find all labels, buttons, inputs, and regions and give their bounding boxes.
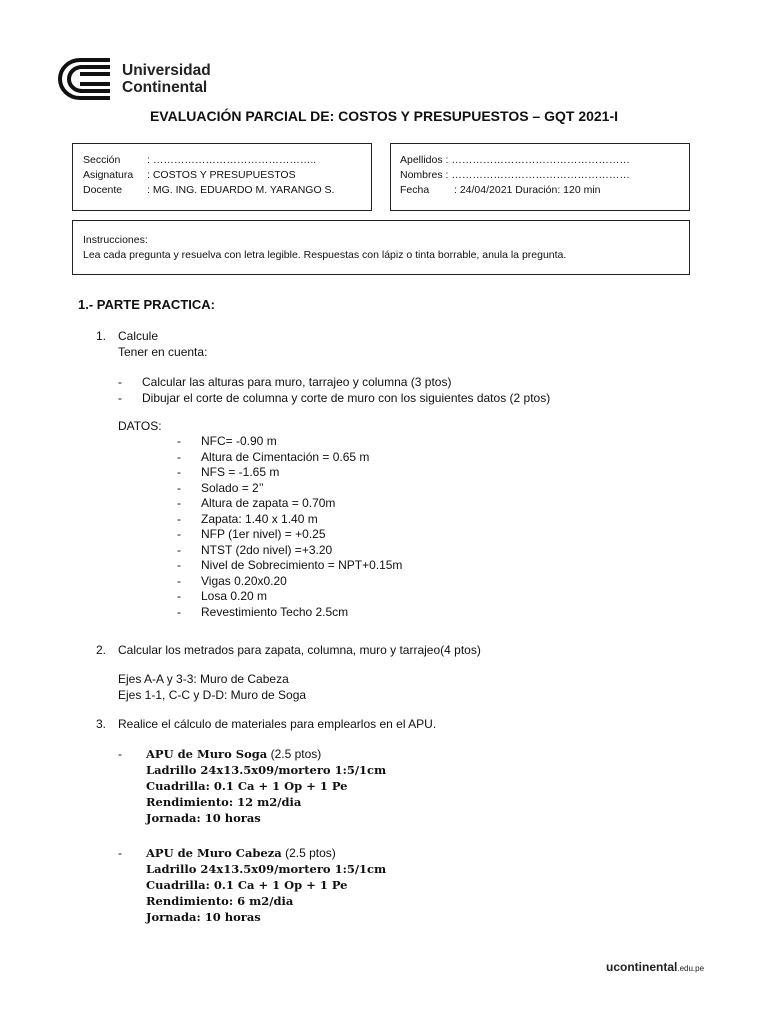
list-item: - Vigas 0.20x0.20 [177, 573, 287, 588]
footer-brand: ucontinental.edu.pe [606, 960, 705, 974]
university-name [122, 62, 211, 96]
university-line-1: Universidad [122, 62, 211, 79]
apu-soga-title: APU de Muro Soga [146, 747, 268, 761]
list-item: - Solado = 2’’ [177, 480, 264, 495]
list-item: - Altura de zapata = 0.70m [177, 496, 336, 510]
datos-list [177, 434, 402, 620]
question-1: 1. Calcule Tener en cuenta: [96, 329, 208, 359]
info-row-apellidos: Apellidos : …………………………………………… [400, 154, 630, 166]
list-item: - Calcular las alturas para muro, tarrajeo y columna (3 ptos) [118, 375, 452, 389]
list-item: - NFC= -0.90 m [177, 434, 277, 448]
info-row-fecha: Fecha : 24/04/2021 Duración: 120 min [400, 184, 601, 196]
instructions-text: Lea cada pregunta y resuelva con letra legible. Respuestas con lápiz o tinta borrable, anula la pregunta. [83, 249, 567, 261]
apellidos-field: …………………………………………… [451, 154, 630, 166]
q2-ejes-soga: Ejes 1-1, C-C y D-D: Muro de Soga [118, 687, 307, 702]
list-item: - Losa 0.20 m [177, 589, 268, 603]
section-title: 1.- PARTE PRACTICA: [78, 297, 215, 312]
q1-bullets [118, 375, 550, 406]
university-line-2: Continental [122, 79, 208, 96]
list-item: - Zapata: 1.40 x 1.40 m [177, 511, 318, 526]
list-item: - Revestimiento Techo 2.5cm [177, 604, 349, 619]
q2-ejes [118, 672, 306, 703]
student-info-left-box [72, 143, 372, 211]
list-item: - NFP (1er nivel) = +0.25 [177, 527, 326, 541]
datos-label: DATOS: [118, 419, 162, 433]
q1-subtitle: Tener en cuenta: [118, 344, 208, 359]
q2-ejes-cabeza: Ejes A-A y 3-3: Muro de Cabeza [118, 672, 289, 686]
student-info-right-box [390, 143, 690, 211]
university-logo [50, 58, 110, 100]
info-row-seccion: Sección : ……………………………………….. [83, 154, 317, 166]
instructions-box [72, 220, 690, 275]
info-row-asignatura: Asignatura : COSTOS Y PRESUPUESTOS [83, 169, 296, 181]
list-item: - Dibujar el corte de columna y corte de muro con los siguientes datos (2 ptos) [118, 390, 551, 405]
list-item: - Altura de Cimentación = 0.65 m [177, 449, 370, 464]
question-3: 3. Realice el cálculo de materiales para emplearlos en el APU. [96, 717, 437, 731]
nombres-field: …………………………………………… [451, 169, 630, 181]
question-2: 2. Calcular los metrados para zapata, columna, muro y tarrajeo(4 ptos) [96, 643, 481, 657]
info-row-docente: Docente : MG. ING. EDUARDO M. YARANGO S. [83, 184, 335, 196]
exam-title: EVALUACIÓN PARCIAL DE: COSTOS Y PRESUPUESTOS – GQT 2021-I [149, 108, 619, 124]
info-row-nombres: Nombres : …………………………………………… [400, 169, 630, 181]
apu-cabeza-title: APU de Muro Cabeza [146, 846, 282, 860]
seccion-field: : ……………………………………….. [147, 154, 317, 166]
apu-muro-soga: - APU de Muro Soga (2.5 ptos) Ladrillo 24x13.5x09/mortero 1:5/1cm Cuadrilla: 0.1 Ca + 1 Op + 1 Pe Rendimiento: 12 m2/dia Jornada: 10 horas [118, 747, 387, 825]
list-item: - NTST (2do nivel) =+3.20 [177, 542, 333, 557]
instructions-heading: Instrucciones: [83, 234, 148, 246]
q1-title: Calcule [118, 329, 159, 343]
apu-muro-cabeza: - APU de Muro Cabeza (2.5 ptos) Ladrillo 24x13.5x09/mortero 1:5/1cm Cuadrilla: 0.1 Ca + 1 Op + 1 Pe Rendimiento: 6 m2/dia Jornada: 10 horas [118, 846, 387, 924]
list-item: - NFS = -1.65 m [177, 465, 280, 479]
list-item: - Nivel de Sobrecimiento = NPT+0.15m [177, 558, 403, 572]
